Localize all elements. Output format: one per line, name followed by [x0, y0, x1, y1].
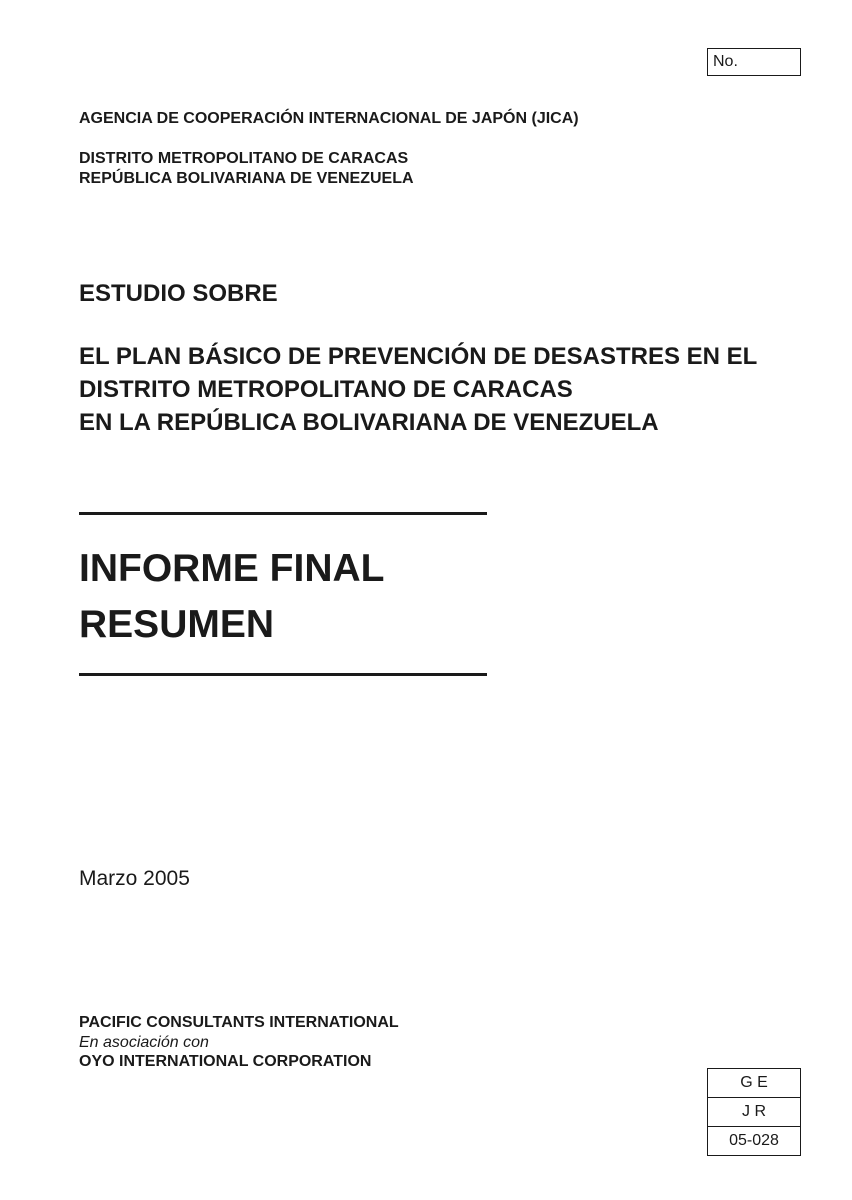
report-title-line-2: RESUMEN — [79, 603, 275, 646]
report-title-line-1: INFORME FINAL — [79, 547, 385, 590]
divider-bottom — [79, 673, 487, 676]
agency-name: AGENCIA DE COOPERACIÓN INTERNACIONAL DE JAPÓN (JICA) — [79, 110, 579, 127]
code-cell-ge: G E — [740, 1074, 768, 1091]
client-block — [79, 149, 414, 189]
document-number-box — [707, 48, 801, 76]
study-title — [79, 340, 757, 439]
report-title — [79, 541, 384, 653]
study-title-line-1: EL PLAN BÁSICO DE PREVENCIÓN DE DESASTRES EN EL — [79, 343, 758, 370]
association-text: En asociación con — [79, 1033, 209, 1051]
document-number-label: No. — [713, 53, 738, 70]
study-title-line-2: DISTRITO METROPOLITANO DE CARACAS — [79, 376, 573, 403]
divider-top — [79, 512, 487, 515]
code-cell-jr: J R — [708, 1097, 800, 1126]
lead-consultant: PACIFIC CONSULTANTS INTERNATIONAL — [79, 1014, 399, 1031]
study-title-line-3: EN LA REPÚBLICA BOLIVARIANA DE VENEZUELA — [79, 409, 659, 436]
client-line-1: DISTRITO METROPOLITANO DE CARACAS — [79, 150, 409, 167]
consultants-block — [79, 1013, 399, 1072]
classification-code-box — [707, 1068, 801, 1156]
report-date: Marzo 2005 — [79, 867, 190, 890]
code-cell-number: 05-028 — [708, 1126, 800, 1155]
client-line-2: REPÚBLICA BOLIVARIANA DE VENEZUELA — [79, 170, 414, 187]
partner-consultant: OYO INTERNATIONAL CORPORATION — [79, 1053, 372, 1070]
study-label: ESTUDIO SOBRE — [79, 280, 278, 307]
